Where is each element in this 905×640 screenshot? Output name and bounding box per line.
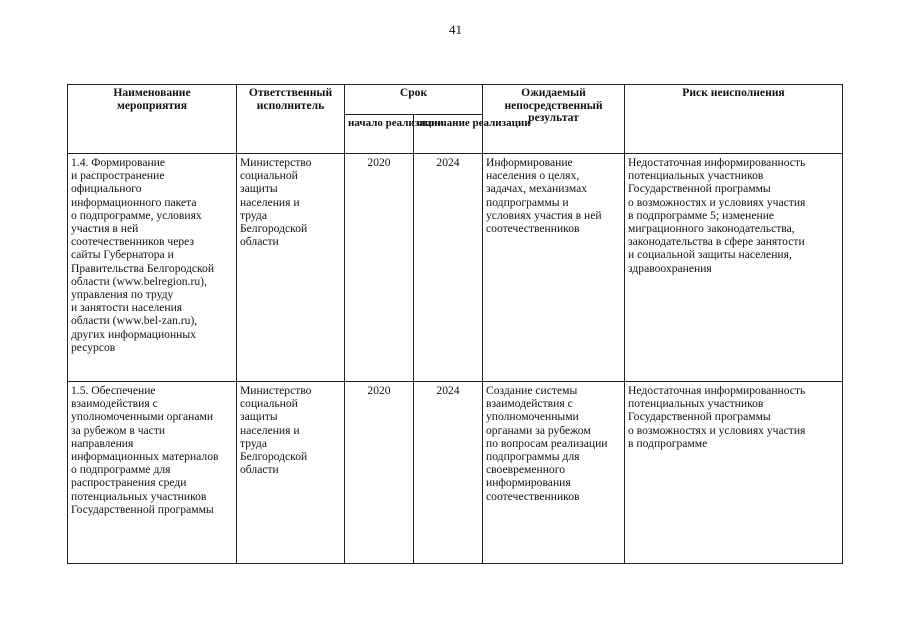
header-term-start: начало реализации <box>345 115 414 154</box>
cell-result: Создание системы взаимодействия с уполномоченными органами за рубежом по вопросам реализации подпрограммы для своевременного информирования соотечественников <box>483 382 625 564</box>
page-number: 41 <box>449 22 462 37</box>
cell-start: 2020 <box>345 154 414 382</box>
header-risk: Риск неисполнения <box>625 85 843 154</box>
cell-name: 1.4. Формирование и распространение официального информационного пакета о подпрограмме, условиях участия в ней соотечественников через сайты Губернатора и Правительства Белгородской области (www.belregion.ru), управления по труду и занятости населения области (www.bel-zan.ru), других информационных ресурсов <box>68 154 237 382</box>
cell-result: Информирование населения о целях, задачах, механизмах подпрограммы и условиях участия в ней соотечественников <box>483 154 625 382</box>
table-row <box>68 382 843 564</box>
header-term: Срок <box>345 85 483 115</box>
cell-end: 2024 <box>414 382 483 564</box>
cell-risk: Недостаточная информированность потенциальных участников Государственной программы о возможностях и условиях участия в подпрограмме 5; изменение миграционного законодательства, законодательства в сфере занятости и социальной защиты населения, здравоохранения <box>625 154 843 382</box>
header-responsible: Ответственный исполнитель <box>237 85 345 154</box>
header-name: Наименование мероприятия <box>68 85 237 154</box>
header-result: Ожидаемый непосредственный результат <box>483 85 625 154</box>
cell-start: 2020 <box>345 382 414 564</box>
table-header-row <box>68 85 843 115</box>
cell-responsible: Министерство социальной защиты населения и труда Белгородской области <box>237 382 345 564</box>
cell-name: 1.5. Обеспечение взаимодействия с уполномоченными органами за рубежом в части направления информационных материалов о подпрограмме для распространения среди потенциальных участников Государственной программы <box>68 382 237 564</box>
cell-risk: Недостаточная информированность потенциальных участников Государственной программы о возможностях и условиях участия в подпрограмме <box>625 382 843 564</box>
table-row <box>68 154 843 382</box>
activities-table <box>67 84 843 564</box>
cell-end: 2024 <box>414 154 483 382</box>
cell-responsible: Министерство социальной защиты населения и труда Белгородской области <box>237 154 345 382</box>
header-term-end: окончание реализации <box>414 115 483 154</box>
